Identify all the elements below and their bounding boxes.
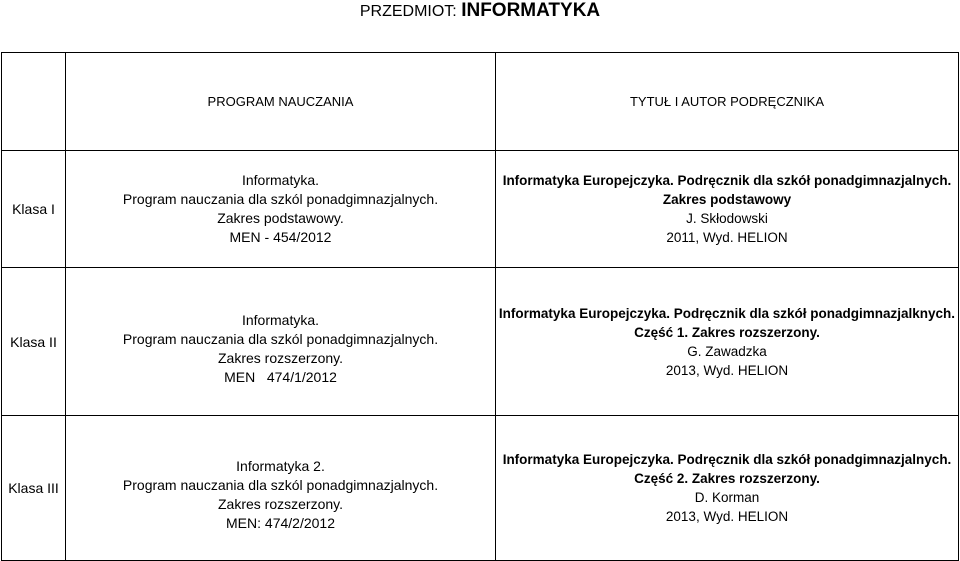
book-cell: [496, 416, 959, 561]
table-row: [2, 416, 959, 561]
book-cell: [496, 151, 959, 268]
book-part: Część 2. Zakres rozszerzony.: [634, 471, 820, 486]
table-row: [2, 151, 959, 268]
program-line: MEN: 474/2/2012: [226, 515, 335, 531]
program-line: Informatyka.: [241, 172, 320, 188]
book-edition: 2013, Wyd. HELION: [665, 362, 789, 378]
book-title: Informatyka Europejczyka. Podręcznik dla szkół ponadgimnazjalnych.: [502, 452, 952, 467]
program-line: Zakres rozszerzony.: [218, 496, 343, 512]
page-title-subject: INFORMATYKA: [461, 0, 601, 21]
header-cell-empty: [2, 53, 66, 151]
book-part: Zakres podstawowy: [662, 192, 792, 207]
book-title: Informatyka Europejczyka. Podręcznik dla szkół ponadgimnazjalknych.: [498, 305, 956, 321]
table-row: [2, 268, 959, 416]
book-author: G. Zawadzka: [687, 343, 767, 359]
book-cell: [496, 268, 959, 416]
program-line: Program nauczania dla szkól ponadgimnazjalnych.: [122, 191, 439, 207]
book-part: Część 1. Zakres rozszerzony.: [634, 324, 820, 340]
program-cell: [66, 416, 496, 561]
header-cell-book: TYTUŁ I AUTOR PODRĘCZNIKA: [496, 53, 959, 151]
book-title: Informatyka Europejczyka. Podręcznik dla szkół ponadgimnazjalnych.: [502, 173, 952, 188]
table-header-row: [2, 53, 959, 151]
book-edition: 2011, Wyd. HELION: [666, 230, 788, 245]
program-line: Informatyka 2.: [236, 458, 325, 474]
program-line: Informatyka.: [241, 311, 320, 328]
book-author: D. Korman: [694, 490, 760, 505]
program-cell: [66, 151, 496, 268]
page-title: [0, 0, 960, 23]
header-cell-program: PROGRAM NAUCZANIA: [66, 53, 496, 151]
program-cell: [66, 268, 496, 416]
program-line: MEN 474/1/2012: [224, 368, 337, 385]
page-title-prefix: PRZEDMIOT:: [359, 3, 462, 20]
book-author: J. Skłodowski: [686, 211, 768, 226]
klasa-cell: Klasa II: [2, 268, 66, 416]
program-line: Program nauczania dla szkól ponadgimnazjalnych.: [122, 477, 439, 493]
curriculum-table: [1, 52, 959, 561]
klasa-cell: Klasa III: [2, 416, 66, 561]
program-line: Program nauczania dla szkól ponadgimnazjalnych.: [122, 330, 439, 347]
book-edition: 2013, Wyd. HELION: [665, 509, 789, 524]
program-line: MEN - 454/2012: [229, 229, 332, 245]
program-line: Zakres rozszerzony.: [218, 349, 343, 366]
program-line: Zakres podstawowy.: [217, 210, 344, 226]
klasa-cell: Klasa I: [2, 151, 66, 268]
